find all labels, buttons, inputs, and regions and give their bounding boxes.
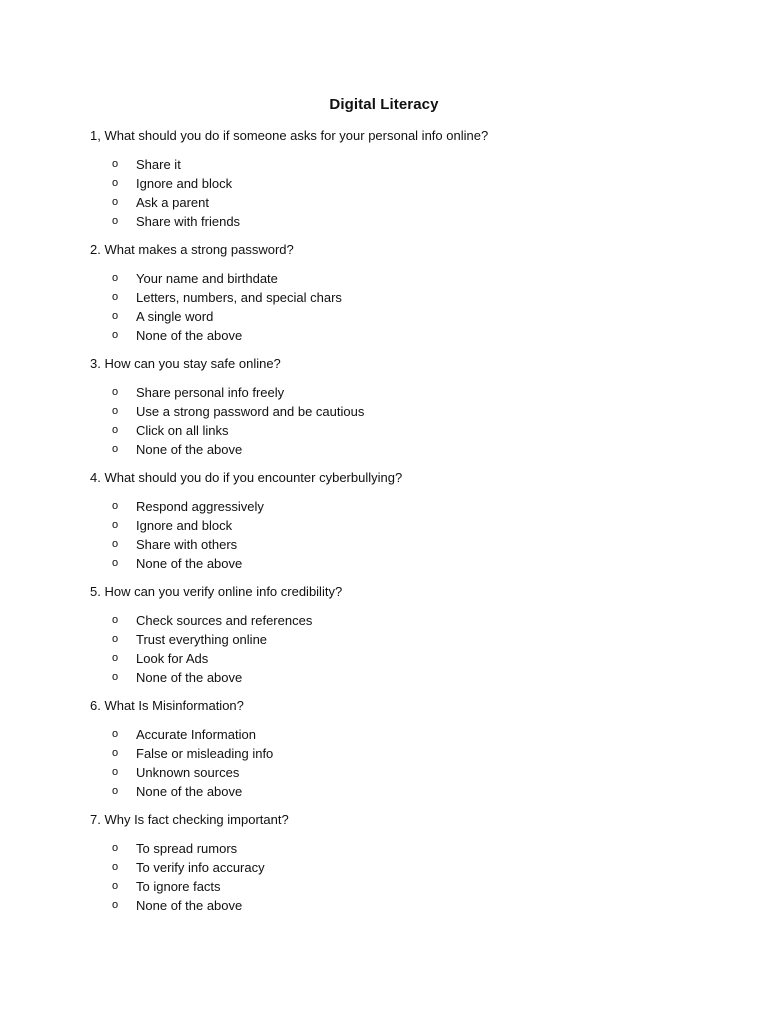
option-item xyxy=(90,649,708,668)
bullet-icon: o xyxy=(112,405,119,417)
option-list xyxy=(90,839,708,915)
bullet-icon: o xyxy=(112,614,119,626)
option-item xyxy=(90,269,708,288)
bullet-icon: o xyxy=(112,652,119,664)
bullet-icon: o xyxy=(112,291,119,303)
question-5 xyxy=(90,582,708,687)
option-label: False or misleading info xyxy=(136,746,274,761)
bullet-icon: o xyxy=(112,785,119,797)
option-item xyxy=(90,877,708,896)
bullet-icon: o xyxy=(112,500,119,512)
option-item xyxy=(90,535,708,554)
question-text: 5. How can you verify online info credibility? xyxy=(90,584,343,599)
option-list xyxy=(90,383,708,459)
option-label: Share with others xyxy=(136,537,238,552)
bullet-icon: o xyxy=(112,747,119,759)
option-label: Look for Ads xyxy=(136,651,209,666)
option-item xyxy=(90,516,708,535)
bullet-icon: o xyxy=(112,519,119,531)
option-list xyxy=(90,155,708,231)
question-7 xyxy=(90,810,708,915)
bullet-icon: o xyxy=(112,880,119,892)
option-list xyxy=(90,269,708,345)
option-item xyxy=(90,383,708,402)
bullet-icon: o xyxy=(112,177,119,189)
question-1 xyxy=(90,126,708,231)
option-item xyxy=(90,668,708,687)
option-item xyxy=(90,763,708,782)
option-item xyxy=(90,440,708,459)
option-item xyxy=(90,896,708,915)
question-6 xyxy=(90,696,708,801)
question-text: 6. What Is Misinformation? xyxy=(90,698,244,713)
option-label: Share it xyxy=(136,157,181,172)
option-label: Trust everything online xyxy=(136,632,268,647)
option-label: Unknown sources xyxy=(136,765,240,780)
option-item xyxy=(90,782,708,801)
bullet-icon: o xyxy=(112,443,119,455)
option-item xyxy=(90,193,708,212)
option-list xyxy=(90,611,708,687)
option-label: Share personal info freely xyxy=(136,385,285,400)
option-label: To ignore facts xyxy=(136,879,221,894)
option-label: To spread rumors xyxy=(136,841,238,856)
bullet-icon: o xyxy=(112,728,119,740)
option-label: Ignore and block xyxy=(136,518,233,533)
option-item xyxy=(90,288,708,307)
option-label: None of the above xyxy=(136,670,243,685)
option-list xyxy=(90,497,708,573)
bullet-icon: o xyxy=(112,633,119,645)
option-label: None of the above xyxy=(136,556,243,571)
option-label: Share with friends xyxy=(136,214,241,229)
option-label: Click on all links xyxy=(136,423,229,438)
option-label: Respond aggressively xyxy=(136,499,264,514)
option-item xyxy=(90,212,708,231)
option-item xyxy=(90,839,708,858)
option-item xyxy=(90,858,708,877)
option-item xyxy=(90,725,708,744)
question-2 xyxy=(90,240,708,345)
bullet-icon: o xyxy=(112,310,119,322)
quiz-questions xyxy=(90,126,708,915)
question-3 xyxy=(90,354,708,459)
option-item xyxy=(90,155,708,174)
question-text: 1, What should you do if someone asks for your personal info online? xyxy=(90,128,489,143)
bullet-icon: o xyxy=(112,329,119,341)
option-label: Your name and birthdate xyxy=(136,271,278,286)
option-label: Check sources and references xyxy=(136,613,313,628)
option-label: None of the above xyxy=(136,328,243,343)
bullet-icon: o xyxy=(112,272,119,284)
option-item xyxy=(90,402,708,421)
bullet-icon: o xyxy=(112,424,119,436)
option-label: None of the above xyxy=(136,784,243,799)
bullet-icon: o xyxy=(112,215,119,227)
option-label: Ignore and block xyxy=(136,176,233,191)
option-item xyxy=(90,497,708,516)
option-item xyxy=(90,744,708,763)
option-list xyxy=(90,725,708,801)
question-text: 2. What makes a strong password? xyxy=(90,242,294,257)
bullet-icon: o xyxy=(112,766,119,778)
option-item xyxy=(90,326,708,345)
bullet-icon: o xyxy=(112,899,119,911)
bullet-icon: o xyxy=(112,158,119,170)
option-item xyxy=(90,174,708,193)
option-label: Letters, numbers, and special chars xyxy=(136,290,342,305)
option-label: A single word xyxy=(136,309,214,324)
bullet-icon: o xyxy=(112,842,119,854)
option-label: Accurate Information xyxy=(136,727,256,742)
question-text: 4. What should you do if you encounter cyberbullying? xyxy=(90,470,403,485)
question-text: 3. How can you stay safe online? xyxy=(90,356,281,371)
option-item xyxy=(90,554,708,573)
option-label: To verify info accuracy xyxy=(136,860,265,875)
option-item xyxy=(90,611,708,630)
option-label: None of the above xyxy=(136,898,243,913)
option-label: Ask a parent xyxy=(136,195,209,210)
bullet-icon: o xyxy=(112,671,119,683)
option-label: None of the above xyxy=(136,442,243,457)
option-item xyxy=(90,307,708,326)
bullet-icon: o xyxy=(112,538,119,550)
bullet-icon: o xyxy=(112,386,119,398)
option-item xyxy=(90,421,708,440)
bullet-icon: o xyxy=(112,557,119,569)
option-item xyxy=(90,630,708,649)
bullet-icon: o xyxy=(112,861,119,873)
question-4 xyxy=(90,468,708,573)
option-label: Use a strong password and be cautious xyxy=(136,404,365,419)
question-text: 7. Why Is fact checking important? xyxy=(90,812,289,827)
bullet-icon: o xyxy=(112,196,119,208)
page-title: Digital Literacy xyxy=(329,96,439,113)
